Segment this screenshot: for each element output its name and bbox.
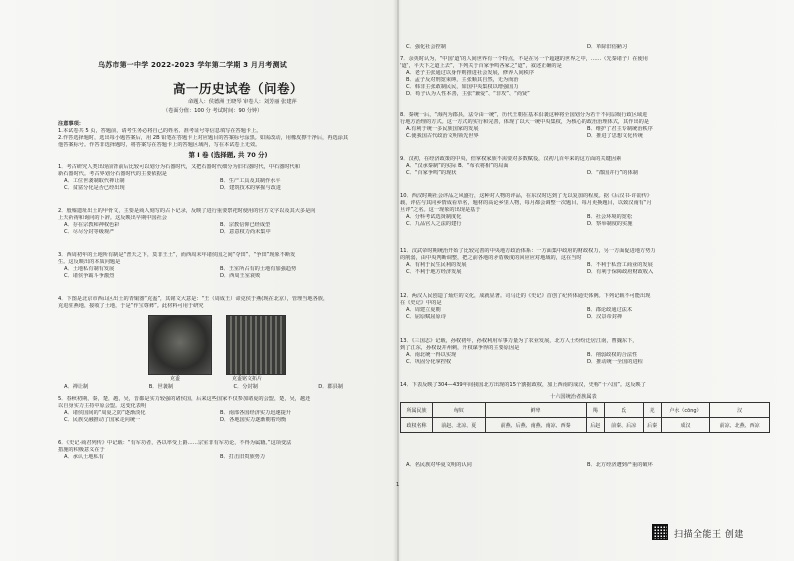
option[interactable]: A．承认土地私有 bbox=[64, 454, 104, 461]
option[interactable]: C．屈原赋屈原诗 bbox=[406, 314, 446, 321]
question-14-options bbox=[400, 462, 780, 469]
question-stem: 上天祈祷和询问的卜辞。这反映出早期中国社会 bbox=[58, 215, 167, 222]
notes bbox=[58, 121, 398, 149]
table-cell: 前秦、后凉 bbox=[604, 418, 643, 433]
question-5 bbox=[58, 396, 398, 424]
school-line: 乌苏市第一中学 2022-2023 学年第二学期 3 月月考测试 bbox=[98, 61, 287, 69]
question-stem: 到了江东，孙权设并州刺，升权谋争得的主要原因是 bbox=[400, 345, 520, 352]
option[interactable]: B．宗教信仰已经成型 bbox=[220, 222, 271, 229]
question-12 bbox=[400, 293, 780, 321]
option[interactable]: A．周建立夏朝 bbox=[406, 307, 441, 314]
question-2 bbox=[58, 208, 398, 236]
option[interactable]: B．打击旧贵族势力 bbox=[220, 454, 266, 461]
question-stem: 载，评估与其同乡情成看草名，题材的高论乡里人物，每月都会调整一次题目，每月更换题目，以致汉南有“月 bbox=[400, 200, 652, 207]
notes-line: 1.本试卷共 5 页，答题前，请考生务必将自己的姓名、准考证号等信息填写在答题卡上。 bbox=[58, 128, 262, 135]
figure-row bbox=[148, 315, 348, 385]
question-stem: 2．殷墟遗址出土的甲骨文，主要是商人刻写的占卜记录，反映了进行重要祭祀时使用的官方文字以及其大多是向 bbox=[58, 208, 316, 214]
option[interactable]: D．荀子认为人性本善，主张“兼爱”、“非攻”、“尚贤” bbox=[406, 91, 530, 98]
option[interactable]: B．北方经济遭到严重的破坏 bbox=[587, 462, 653, 468]
option[interactable]: D．建筑技术的掌握与改进 bbox=[220, 185, 282, 192]
question-6 bbox=[58, 440, 398, 461]
option[interactable]: B．孟子反对刑宽束缚，主张顺其自然，无为而治 bbox=[406, 77, 519, 84]
option[interactable]: C．不利于地方经济发展 bbox=[406, 269, 462, 276]
option[interactable]: D．汉景帝封禅 bbox=[587, 314, 623, 321]
exam-title: 高一历史试卷（问卷） bbox=[173, 81, 304, 96]
option[interactable]: D．革除旧俗陋习 bbox=[587, 44, 628, 50]
question-4-options bbox=[58, 384, 398, 391]
option[interactable]: A．分科考试选贤制度化 bbox=[406, 214, 462, 221]
option[interactable]: C．巩固分化掌控权 bbox=[406, 359, 452, 366]
page-number: 1 bbox=[396, 482, 400, 488]
option[interactable]: A．土地私有制有发展 bbox=[64, 266, 115, 273]
option[interactable]: D．“郡国并行”的体制 bbox=[587, 170, 638, 177]
question-stem: 12．两汉人民创造了灿烂的文化，成就显著。司马迁的《史记》首创了纪传体通史体例。下列记载不可能出现 bbox=[400, 293, 651, 299]
table-header-cell: 鲜卑 bbox=[485, 403, 586, 418]
question-stem: 旦评”之名。这一现象的出现是基于 bbox=[400, 207, 481, 214]
option[interactable]: D．意意权力尚未集中 bbox=[220, 229, 271, 236]
figure-caption: 克盉 bbox=[170, 376, 181, 382]
table-cell: 前赵、北凉、夏 bbox=[432, 418, 485, 433]
authors-line: 命题人：侯德洲 王晓琴 审卷人：刘芳丽 张建萍 bbox=[188, 99, 297, 105]
notes-line: 他答案标号。作答非选择题时，将答案写在答题卡上的答题区域内，写在本试卷上无效。 bbox=[58, 142, 261, 149]
table-cell: 后秦 bbox=[643, 418, 661, 433]
question-stem: 措施的积极意义在于 bbox=[58, 447, 105, 454]
table-cell: 前凉、北燕、西凉 bbox=[710, 418, 770, 433]
question-stem: 13．《三国志》记载，孙权初年，孙权利用军事力量为了农业发展，北方人士纷纷迁居江南，曹魏东下， bbox=[400, 338, 638, 344]
option[interactable]: C．强化社会控制 bbox=[406, 44, 446, 50]
question-stem: ‘道’，平天下之道上去”，下列关于百家争鸣各家之“道”，叙述正确的是 bbox=[400, 63, 562, 70]
option[interactable]: B．王室所占有的土地有加强趋势 bbox=[220, 266, 297, 273]
question-stem: 4．下图是北京市西山区出土的青铜器“克盉”，其铭文大意是：“王（周成王）命克侯于燕(现在北京），管理当地各族， bbox=[58, 296, 329, 302]
question-14 bbox=[400, 382, 780, 389]
option[interactable]: C．分封制 bbox=[233, 384, 258, 390]
option[interactable]: C.使我国古代政治文明领先世界 bbox=[406, 133, 479, 140]
question-stem: 以自身实力主持中原会盟。这变化表明 bbox=[58, 403, 147, 410]
option[interactable]: A.有利于统一多民族国家的发展 bbox=[406, 126, 479, 133]
table-header-cell: 汉 bbox=[710, 403, 770, 418]
option[interactable]: A．有利于民生民利的发展 bbox=[406, 262, 467, 269]
option[interactable]: A．老子主张通过以身作则推进社会发展，修养人间秩序 bbox=[406, 70, 535, 77]
option[interactable]: A．诸侯国间的“周夏之防”逐渐淡化 bbox=[64, 410, 146, 417]
question-stem: 的削弱，由中央判断调整，把之前各地的矛盾极度的回应应对地域的，这在当时 bbox=[400, 255, 582, 262]
score-time-line: （卷面分值：100 分 考试时间：90 分钟） bbox=[163, 108, 263, 114]
table-cell: 后赵 bbox=[586, 418, 604, 433]
question-stem: 1．考古研究人类出现前背前后比较可以划分为石器时代，又把石器时代细分为旧石器时代，中石器时代和 bbox=[58, 164, 300, 170]
qr-code-icon bbox=[652, 524, 668, 540]
option[interactable]: B．世袭制 bbox=[148, 384, 174, 390]
question-stem: 克进驻燕地，接收了土地，于是“作宝尊彝”。此材料可用于研究 bbox=[58, 303, 204, 310]
option[interactable]: B．维护了君主专制统治秩序 bbox=[587, 126, 653, 133]
table-row-label: 政权名称 bbox=[401, 418, 433, 433]
option[interactable]: C．九品官人之法的建行 bbox=[406, 221, 462, 228]
question-9 bbox=[400, 156, 780, 177]
q6-continued-options bbox=[400, 44, 780, 51]
question-stem: 6．《史记·商君列传》中记载：“有军功者，各以率受上爵……宗室非有军功论，不得为属籍。”这项变法 bbox=[58, 440, 292, 446]
option[interactable]: C．尽尽分封等级观严 bbox=[64, 229, 115, 236]
option[interactable]: D．推进了思想文化传统 bbox=[587, 133, 643, 140]
notes-line: 2.作答选择题时，选出每小题答案后，用 2B 铅笔在答题卡上对应题目的答案标号涂黑。如需改动，用橡皮擦干净后，再选涂其 bbox=[58, 135, 349, 142]
question-stem: 14．下表反映了304—439年间我国北方出现的15个割据政权，加上西南的成汉，史称“十六国”。这反映了 bbox=[400, 382, 646, 388]
question-7 bbox=[400, 56, 780, 99]
option[interactable]: B．生产工具及其制作水平 bbox=[220, 178, 281, 185]
option[interactable]: C．韩非主张敢制民民，如国中央集权以增强国力 bbox=[406, 84, 519, 91]
option[interactable]: B．南部各国经济实力迅速提升 bbox=[220, 410, 291, 417]
option[interactable]: C．贫富分化是否已经出现 bbox=[64, 185, 125, 192]
question-stem: 10．西汉时期社会评品之风盛行，这种对人物的评品，在东汉时达到了无以复加的程度。据《后汉书·许劭传》 bbox=[400, 193, 653, 199]
question-3 bbox=[58, 252, 398, 280]
table-header-cell: 卢水（cōng） bbox=[661, 403, 710, 418]
question-4 bbox=[58, 296, 398, 310]
table-caption: 十六国统治者族属表 bbox=[550, 394, 597, 400]
option[interactable]: C．民族交融推动了国家走向统一 bbox=[64, 417, 141, 424]
question-stem: 行地方治理的方式。这一方式的实行和完善，体现了以大一统中央集权，为核心的政治治理体式，其作出的是 bbox=[400, 119, 650, 126]
table-header-cell: 羯 bbox=[586, 403, 604, 418]
bronze-vessel-image bbox=[148, 315, 212, 375]
option[interactable]: D．各地国实力逐渐朝着均衡 bbox=[220, 417, 287, 424]
regimes-table bbox=[400, 402, 770, 433]
question-stem: 9．汉初，在经济政策的中央，但掌权家族不需要对多数赋役，汉初几百年来的这方面的关键因素 bbox=[400, 156, 622, 162]
option[interactable]: D．有利于保障政府财政收入 bbox=[587, 269, 654, 276]
option[interactable]: B．郡论政通过法术 bbox=[587, 307, 633, 314]
question-stem: 在《史记》中的是 bbox=[400, 300, 442, 307]
scanner-watermark: 扫描全能王 创建 bbox=[674, 530, 744, 540]
section-heading: 第 I 卷 (选择题, 共 70 分) bbox=[188, 151, 268, 159]
option[interactable]: A．名民族对华夏文明的认同 bbox=[406, 462, 472, 468]
table-header-cell: 羌 bbox=[643, 403, 661, 418]
option[interactable]: D．西周王室衰败 bbox=[220, 273, 261, 280]
option[interactable]: B．不利于私营工商业的发展 bbox=[587, 262, 653, 269]
question-1 bbox=[58, 164, 398, 192]
question-stem: 3．西周初年的土地所有制是“普天之下，莫非王土”，而西周末年诸侯国之间“夺田”、“争田”现象不断发 bbox=[58, 252, 296, 258]
option[interactable]: C．诸侯争霸斗争激烈 bbox=[64, 273, 115, 280]
table-header-cell: 所属民族 bbox=[401, 403, 433, 418]
option[interactable]: D．推动统一全国的进程 bbox=[587, 359, 643, 366]
notes-heading: 注意事项： bbox=[58, 121, 84, 127]
option[interactable]: A．南北统一得以实现 bbox=[406, 352, 457, 359]
option[interactable]: D．郡县制 bbox=[318, 384, 343, 390]
table-cell: 前燕、后燕、南燕、南凉、西秦 bbox=[485, 418, 586, 433]
question-stem: 生。这反映出的本质问题是 bbox=[58, 259, 121, 266]
question-stem: 7．余英时认为，“中国‘道’的人间世界有一个特点，不是在另一个超越的世界之中，……（先秦诸子）在使用 bbox=[400, 56, 648, 62]
inscription-rubbing-image bbox=[226, 315, 286, 375]
option[interactable]: B．社会环境的宽松 bbox=[587, 214, 633, 221]
table-cell: 成汉 bbox=[661, 418, 710, 433]
question-11 bbox=[400, 248, 780, 276]
option[interactable]: A．工位世袭制取代禅让制 bbox=[64, 178, 125, 185]
table-header-cell: 氐 bbox=[604, 403, 643, 418]
right-page bbox=[400, 0, 780, 540]
figure-caption: 克盉铭文拓片 bbox=[232, 376, 263, 382]
question-10 bbox=[400, 193, 780, 228]
option[interactable]: C．“百家争鸣”的现状 bbox=[406, 170, 457, 177]
question-stem: 11．汉武帝时期统治开始了比较完善的中央地方政治体系：一方面集中政府的财政权力，另一方面促进地方势力 bbox=[400, 248, 656, 254]
question-stem: A．“汉承秦制”的实际 B．“布衣将相”的局面 bbox=[406, 163, 509, 170]
left-page bbox=[58, 0, 398, 540]
table-row bbox=[401, 418, 770, 433]
question-stem: 新石器时代。考古界划分石器时代的主要依据是 bbox=[58, 171, 167, 178]
question-13 bbox=[400, 338, 780, 366]
question-stem: 5．春秋初期，秦，楚，越，吴，晋都是实力较强的诸侯国，后来这些国家不仅参加诸夏的会盟，楚，吴，越还 bbox=[58, 396, 311, 402]
option[interactable]: A．存在宗教和神权色彩 bbox=[64, 222, 120, 229]
table-header-cell: 匈奴 bbox=[432, 403, 485, 418]
question-8 bbox=[400, 112, 780, 140]
table-row bbox=[401, 403, 770, 418]
option[interactable]: B．削弱政权的合法性 bbox=[587, 352, 638, 359]
question-stem: 8．秦统一后，“海内为郡县，法令由一统”，历代王朝在基本沿袭这种将全国划分为若干不同层级行政区域进 bbox=[400, 112, 648, 118]
option[interactable]: A．禅让制 bbox=[64, 384, 89, 390]
option[interactable]: D．察举制度的实施 bbox=[587, 221, 633, 228]
